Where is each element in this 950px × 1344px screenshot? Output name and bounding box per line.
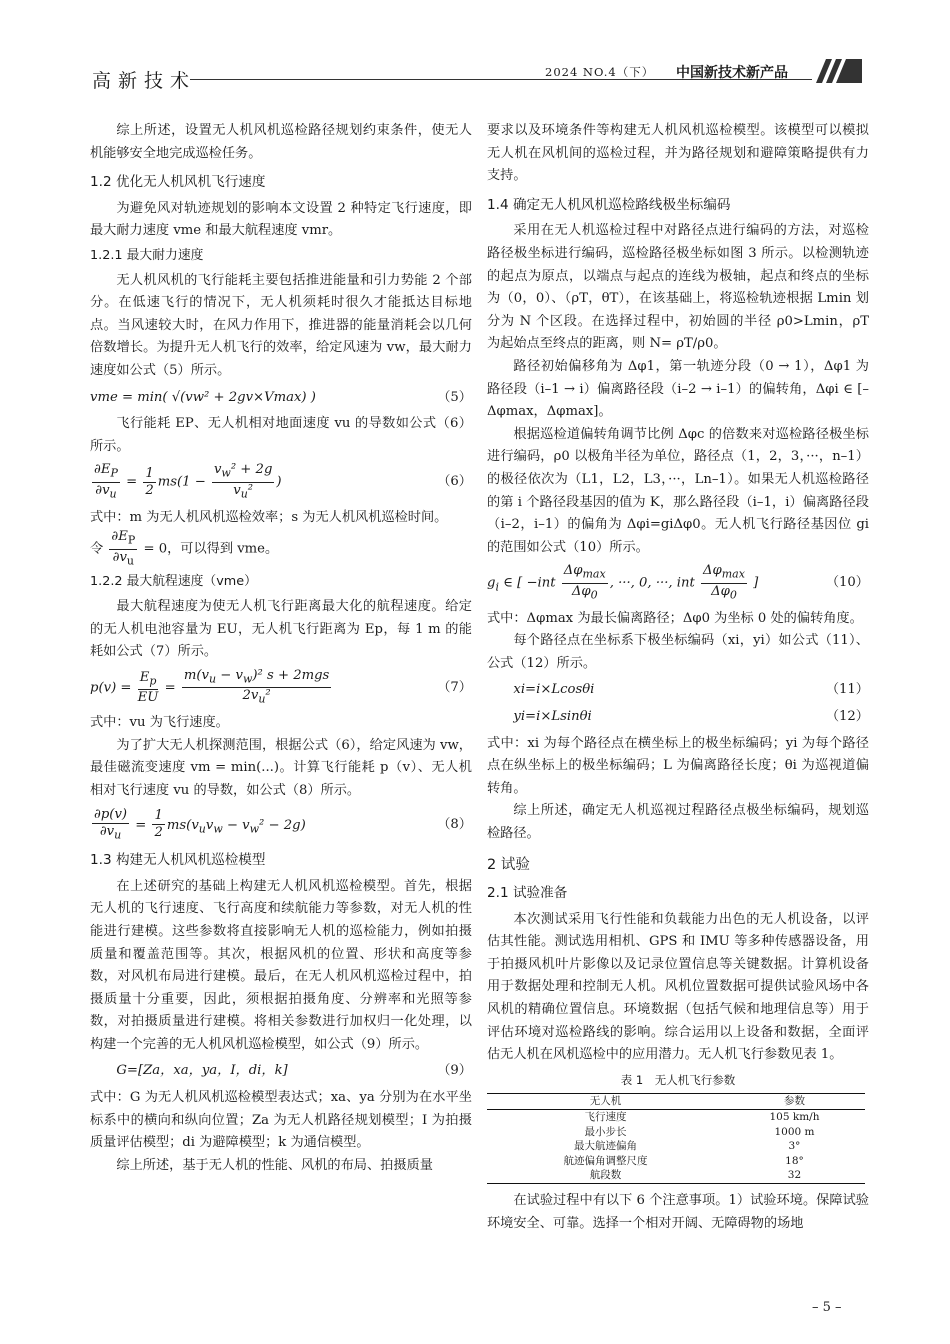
equation-number: （8） (437, 816, 472, 832)
table-cell: 航迹偏角调整尺度 (563, 1154, 648, 1167)
page-number: – 5 – (812, 1300, 842, 1315)
equation-number: （10） (825, 575, 869, 591)
paragraph: 在试验过程中有以下 6 个注意事项。1）试验环境。保障试验环境安全、可靠。选择一个相对开阔、无障碍物的场地 (487, 1193, 869, 1231)
right-column (487, 120, 869, 1235)
paragraph: 式中：vu 为飞行速度。 (90, 715, 229, 731)
table-cell: 105 km/h (769, 1111, 820, 1124)
paragraph: 本次测试采用飞行性能和负载能力出色的无人机设备，以评估其性能。测试选用相机、GPS 和 IMU 等多种传感器设备，用于拍摄风机叶片影像以及记录位置信息等关键数据。计算机设备用于数据处理和控制无人机。风机位置数据可提供试验风场中各风机的精确位置信息。环境数据（包括气候和地理信息等）用于评估环境对巡检路线的影响。综合运用以上设备和数据，全面评估无人机在风机巡检中的应用潜力。无人机飞行参数见表 1。 (487, 911, 869, 1063)
paragraph: 式中：xi 为每个路径点在横坐标上的极坐标编码；yi 为每个路径点在纵坐标上的极坐标编码；L 为偏离路径长度；θi 为巡视道偏转角。 (487, 735, 869, 796)
paragraph: 要求以及环境条件等构建无人机风机巡检模型。该模型可以模拟无人机在风机间的巡检过程，并为路径规划和避障策略提供有力支持。 (487, 123, 869, 184)
table-row (487, 1168, 865, 1183)
paragraph: 采用在无人机巡检过程中对路径点进行编码的方法，对巡检路径极坐标进行编码，巡检路径极坐标如图 3 所示。以检测轨迹的起点为原点，以端点与起点的连线为极轴，起点和终点的坐标为（0，0）、（ρT，θT），在该基础上，将巡检轨迹根据 Lmin 划分为 N 个区段。在选择过程中，初始圆的半径 ρ0>Lmin，ρT 为起始点至终点的距离，则 N= ρT/ρ0。 (487, 223, 869, 352)
table-header: 参数 (724, 1094, 865, 1110)
table-cell: 32 (724, 1168, 865, 1183)
table-cell: 1000 m (774, 1125, 815, 1138)
paragraph: 最大航程速度为使无人机飞行距离最大化的航程速度。给定的无人机电池容量为 EU，无人机飞行距离为 Ep，每 1 m 的能耗如公式（7）所示。 (90, 599, 472, 660)
ling-text: ，可以得到 vme。 (167, 541, 279, 557)
table-cell: 18° (785, 1154, 804, 1167)
table-row (487, 1110, 865, 1125)
paragraph: 式中：G 为无人机风机巡检模型表达式；xa、ya 分别为在水平坐标系中的横向和纵向位置；Za 为无人机路径规划模型；I 为拍摄质量评估模型；di 为避障模型；k 为通信模型。 (90, 1090, 472, 1151)
table-cell: 最小步长 (584, 1125, 627, 1138)
equation-number: （11） (825, 682, 869, 698)
paragraph: 综上所述，基于无人机的性能、风机的布局、拍摄质量 (116, 1157, 433, 1173)
equation-7 (90, 668, 472, 708)
table-header: 无人机 (487, 1094, 724, 1110)
equation-11 (487, 679, 869, 702)
equation-body: yi=i×Lsinθi (513, 708, 592, 724)
table-cell: 航段数 (487, 1168, 724, 1183)
paragraph: 综上所述，确定无人机巡视过程路径点极坐标编码，规划巡检路径。 (487, 803, 869, 841)
paragraph: 式中：Δφmax 为最长偏离路径；Δφ0 为坐标 0 处的偏转角度。 (487, 610, 863, 626)
chapter-heading: 2 试验 (487, 856, 530, 873)
journal-brand: 中国新技术新产品 (676, 65, 788, 81)
paragraph: 路径初始偏移角为 Δφ1，第一轨迹分段（0 → 1），Δφ1 为路径段（i–1 → i）偏离路径段（i–2 → i–1）的偏转角，Δφi ∈ [–Δφmax，Δφmax]。 (487, 358, 869, 420)
table-cell: 3° (788, 1140, 801, 1153)
table-row (487, 1154, 865, 1169)
paragraph: 为了扩大无人机探测范围，根据公式（6），给定风速为 vw，最佳磁流变速度 vm = min(...)。计算飞行能耗 p（v）、无人机相对飞行速度 vu 的导数，如公式（8）所示。 (90, 737, 472, 798)
subsection-heading: 1.2.1 最大耐力速度 (90, 247, 204, 263)
equation-number: （5） (437, 389, 472, 405)
brand-stripes-icon (812, 57, 862, 83)
equation-5 (90, 387, 472, 410)
paragraph: 在上述研究的基础上构建无人机风机巡检模型。首先，根据无人机的飞行速度、飞行高度和续航能力等参数，对无人机的性能进行建模。这些参数将直接影响无人机的巡检能力，例如拍摄质量和覆盖范围等。其次，根据风机的位置、形状和高度等参数，对风机布局进行建模。最后，在无人机风机巡检过程中，拍摄质量十分重要，因此，须根据拍摄角度、分辨率和光照等参数，对拍摄质量进行建模。将相关参数进行加权归一化处理，以构建一个完善的无人机风机巡检模型，如公式（9）所示。 (90, 878, 472, 1052)
table-caption: 表 1 无人机飞行参数 (620, 1072, 736, 1087)
equation-body: $\frac{\partial p(v)}{\partial v_u}$ = $\frac{1}{2}$ $ms(v_uv_w - v_w^2 - 2g)$ (94, 806, 306, 842)
paragraph: 每个路径点在坐标系下极坐标编码（xi，yi）如公式（11）、公式（12）所示。 (487, 633, 869, 671)
table-cell: 最大航迹偏角 (573, 1140, 637, 1153)
equation-body: $g_i$ ∈ [ −int $\frac{\Delta\varphi_{max}}{\Delta\varphi_0}$ , ···, 0, ···, int $\frac{\Delta\varphi_{max}}{\Delta\varphi_0}$ ] (487, 563, 759, 602)
table-row (487, 1139, 865, 1154)
section-heading: 1.2 优化无人机风机飞行速度 (90, 174, 266, 191)
paragraph: 飞行能耗 EP、无人机相对地面速度 vu 的导数如公式（6）所示。 (90, 416, 472, 454)
section-heading: 1.4 确定无人机风机巡检路线极坐标编码 (487, 196, 731, 213)
subsection-heading: 1.2.2 最大航程速度（vme） (90, 574, 257, 590)
equation-body: $\frac{\partial E_P}{\partial v_u}$ = $\frac{1}{2}$ ms(1 − $\frac{v_w^2 + 2g}{v_u^2}$ ) (94, 462, 282, 501)
paragraph: 根据巡检道偏转角调节比例 Δφc 的倍数来对巡检路径极坐标进行编码，ρ0 以极角半径为单位，路径点（1，2，3，···，n–1）的极径依次为（L1，L2，L3，···，Ln–1）。如果无人机巡检路径的第 i 个路径段基因的值为 K，那么路径段（i–1，i）偏离路径段（i–2，i–1）的偏角为 Δφi=giΔφ0。无人机飞行路径基因位 gi 的范围如公式（10）所示。 (487, 426, 869, 555)
paragraph: 为避免风对轨迹规划的影响本文设置 2 种特定飞行速度，即最大耐力速度 vme 和最大航程速度 vmr。 (90, 200, 472, 239)
equation-body: xi=i×Lcosθi (513, 682, 595, 698)
equation-12 (487, 706, 869, 729)
left-column (90, 120, 472, 1177)
section-heading: 2.1 试验准备 (487, 885, 568, 902)
equation-9 (90, 1060, 472, 1083)
paragraph: 令 $\frac{\partial E_P}{\partial v_u}$ = 0，可以得到 vme。 (90, 529, 279, 568)
equation-number: （12） (825, 708, 869, 724)
equation-number: （6） (437, 474, 472, 490)
table-cell: 飞行速度 (584, 1111, 627, 1124)
equation-body: p(v) = $\frac{E_p}{EU}$ = $\frac{m(v_u - v_w)^2 s + 2mgs}{2v_u^2}$ (90, 667, 330, 707)
issue-label: 2024 NO.4（下） (545, 65, 655, 79)
table-row (487, 1125, 865, 1140)
section-heading: 1.3 构建无人机风机巡检模型 (90, 852, 266, 869)
equation-body: G=[Za，xa，ya，I，di，k] (116, 1063, 288, 1079)
journal-section: 高新技术 (92, 70, 197, 92)
paragraph: 式中：m 为无人机风机巡检效率；s 为无人机风机巡检时间。 (90, 509, 448, 525)
equation-body: vme = min( √(vw² + 2gv×Vmax) ) (90, 389, 316, 405)
equation-6 (90, 462, 472, 502)
params-table (487, 1093, 865, 1184)
equation-8 (90, 807, 472, 844)
equation-number: （9） (437, 1063, 472, 1079)
paragraph: 综上所述，设置无人机风机巡检路径规划约束条件，使无人机能够安全地完成巡检任务。 (90, 123, 472, 161)
paragraph: 无人机风机的飞行能耗主要包括推进能量和引力势能 2 个部分。在低速飞行的情况下，无人机须耗时很久才能抵达目标地点。当风速较大时，在风力作用下，推进器的能量消耗会以几何倍数增长。为提升无人机飞行的效率，给定风速为 vw，最大耐力速度如公式（5）所示。 (90, 272, 472, 378)
equation-number: （7） (437, 679, 472, 695)
equation-10 (487, 563, 869, 603)
